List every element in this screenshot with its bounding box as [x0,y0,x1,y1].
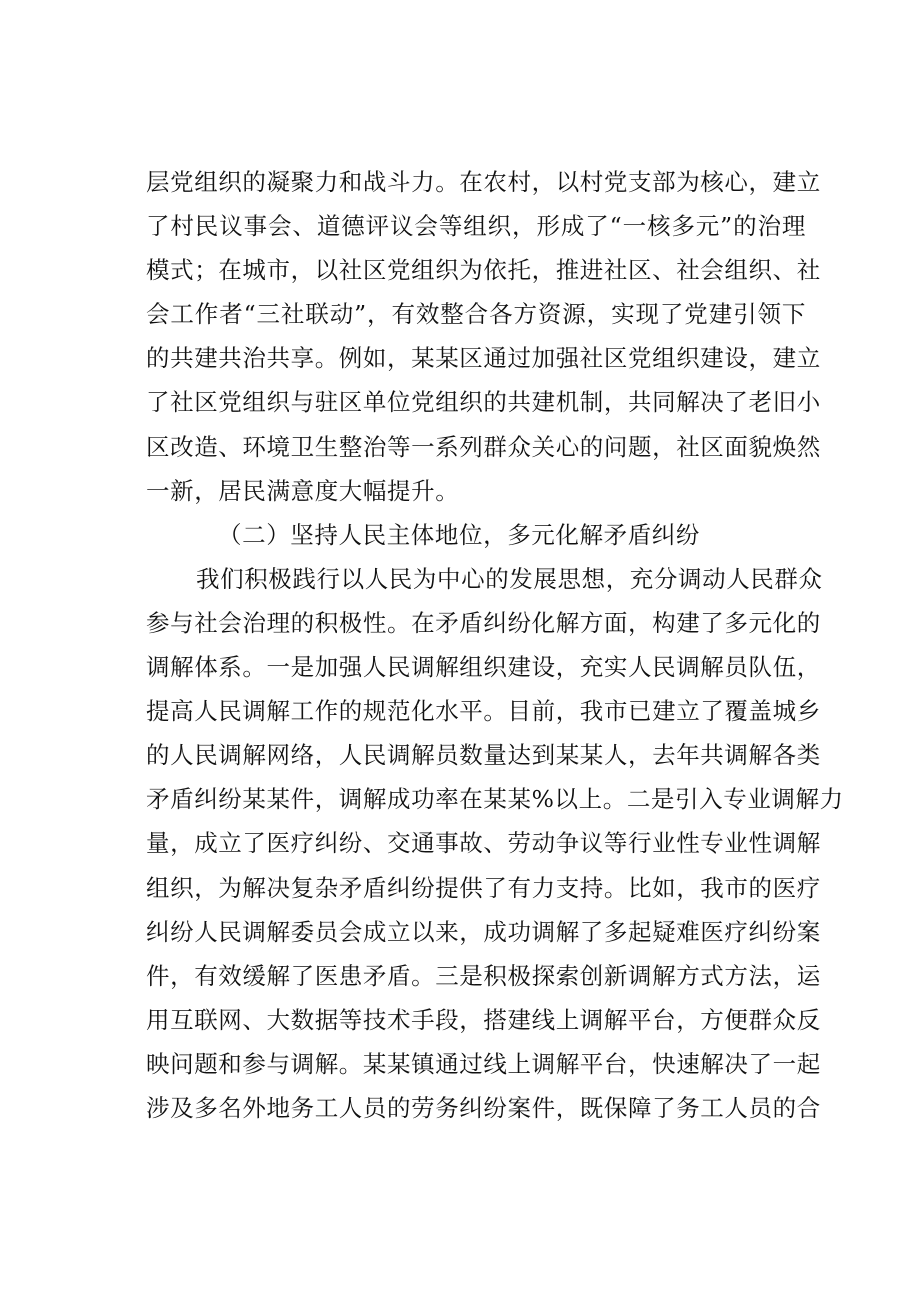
section-heading: （二）坚持人民主体地位，多元化解矛盾纠纷 [218,520,700,549]
document-body [146,160,844,1130]
paragraph-line: 用互联网、大数据等技术手段，搭建线上调解平台，方便群众反 [146,1005,821,1034]
paragraph-line: 涉及多名外地务工人员的劳务纠纷案件，既保障了务工人员的合 [146,1093,821,1122]
paragraph-1 [146,160,821,513]
paragraph-line: 的人民调解网络，人民调解员数量达到某某人，去年共调解各类 [146,741,821,770]
paragraph-line: 我们积极践行以人民为中心的发展思想，充分调动人民群众 [196,564,823,593]
paragraph-line: 组织，为解决复杂矛盾纠纷提供了有力支持。比如，我市的医疗 [146,873,821,902]
paragraph-line: 的共建共治共享。例如，某某区通过加强社区党组织建设，建立 [146,344,821,373]
paragraph-line: 层党组织的凝聚力和战斗力。在农村，以村党支部为核心，建立 [146,168,821,196]
paragraph-line: 调解体系。一是加强人民调解组织建设，充实人民调解员队伍， [146,653,821,682]
paragraph-line: 提高人民调解工作的规范化水平。目前，我市已建立了覆盖城乡 [146,697,821,726]
paragraph-line: 了村民议事会、道德评议会等组织，形成了“一核多元”的治理 [146,212,806,241]
paragraph-line: 区改造、环境卫生整治等一系列群众关心的问题，社区面貌焕然 [146,432,821,461]
paragraph-line: 纠纷人民调解委员会成立以来，成功调解了多起疑难医疗纠纷案 [146,917,821,946]
paragraph-line: 量，成立了医疗纠纷、交通事故、劳动争议等行业性专业性调解 [146,829,821,858]
paragraph-line: 件，有效缓解了医患矛盾。三是积极探索创新调解方式方法，运 [146,961,821,990]
paragraph-line: 参与社会治理的积极性。在矛盾纠纷化解方面，构建了多元化的 [146,608,821,637]
paragraph-line: 模式；在城市，以社区党组织为依托，推进社区、社会组织、社 [146,256,821,285]
paragraph-2 [146,557,844,1130]
paragraph-line: 会工作者“三社联动”，有效整合各方资源，实现了党建引领下 [146,300,806,329]
paragraph-line: 矛盾纠纷某某件，调解成功率在某某%以上。二是引入专业调解力 [146,785,844,814]
paragraph-line: 映问题和参与调解。某某镇通过线上调解平台，快速解决了一起 [146,1049,821,1078]
paragraph-line: 一新，居民满意度大幅提升。 [146,476,460,505]
paragraph-line: 了社区党组织与驻区单位党组织的共建机制，共同解决了老旧小 [146,388,821,417]
